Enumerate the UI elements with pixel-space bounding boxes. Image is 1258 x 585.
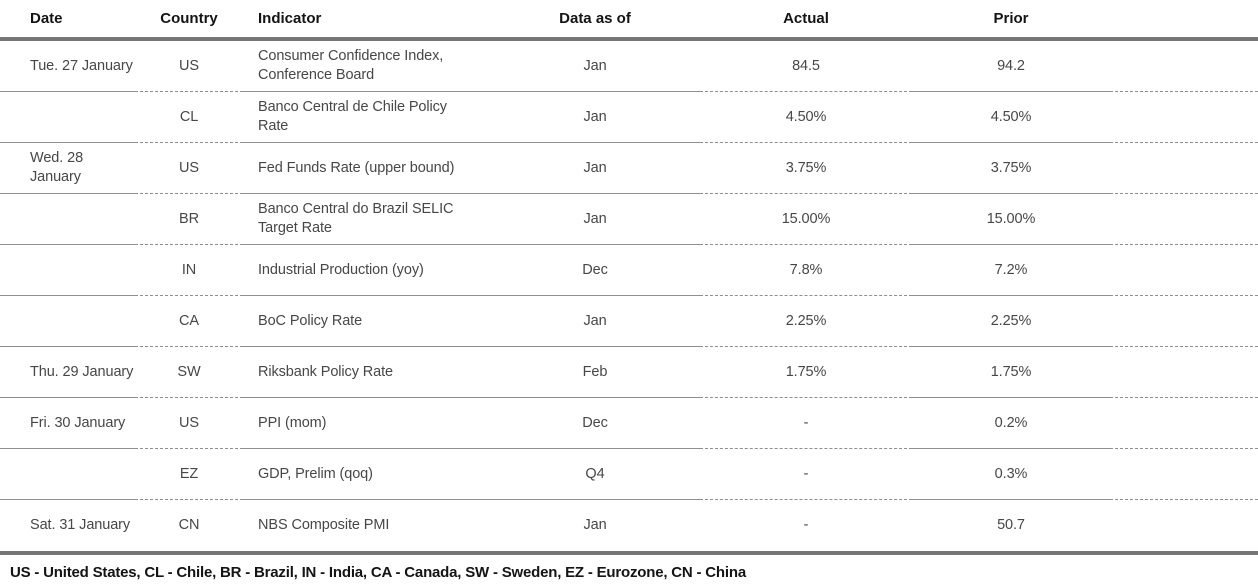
country-cell: EZ bbox=[135, 449, 243, 500]
indicator-cell: Industrial Production (yoy) bbox=[243, 245, 490, 296]
table-header-row bbox=[0, 0, 1258, 37]
indicator-cell: Fed Funds Rate (upper bound) bbox=[243, 143, 490, 194]
country-cell: SW bbox=[135, 347, 243, 398]
row-spacer bbox=[1110, 143, 1258, 194]
data-as-of-cell: Jan bbox=[490, 41, 700, 92]
column-header-country: Country bbox=[160, 9, 218, 27]
date-cell bbox=[0, 245, 135, 296]
date-cell: Wed. 28 January bbox=[0, 143, 135, 194]
row-spacer bbox=[1110, 194, 1258, 245]
data-as-of-cell: Dec bbox=[490, 245, 700, 296]
column-header-data-as-of: Data as of bbox=[559, 9, 631, 27]
country-cell: CN bbox=[178, 517, 200, 534]
indicator-cell: GDP, Prelim (qoq) bbox=[243, 449, 490, 500]
prior-cell: 1.75% bbox=[912, 347, 1110, 398]
indicator-cell: BoC Policy Rate bbox=[243, 296, 490, 347]
prior-cell: 4.50% bbox=[912, 92, 1110, 143]
date-cell: Sat. 31 January bbox=[30, 517, 131, 534]
actual-cell: 84.5 bbox=[700, 41, 912, 92]
country-cell: IN bbox=[135, 245, 243, 296]
row-spacer bbox=[1110, 347, 1258, 398]
prior-cell: 2.25% bbox=[912, 296, 1110, 347]
indicator-cell: NBS Composite PMI bbox=[258, 517, 390, 534]
actual-cell: 2.25% bbox=[700, 296, 912, 347]
table-row bbox=[0, 245, 1258, 296]
country-cell: US bbox=[135, 41, 243, 92]
country-code-legend: US - United States, CL - Chile, BR - Brazil, IN - India, CA - Canada, SW - Sweden, EZ - Eurozone, CN - China bbox=[10, 564, 746, 581]
column-header-prior: Prior bbox=[993, 9, 1029, 27]
table-row bbox=[0, 500, 1258, 551]
prior-cell: 50.7 bbox=[997, 517, 1025, 534]
table-row bbox=[0, 41, 1258, 92]
date-cell bbox=[0, 449, 135, 500]
actual-cell: 1.75% bbox=[700, 347, 912, 398]
row-spacer bbox=[1110, 296, 1258, 347]
actual-cell: - bbox=[803, 517, 809, 534]
date-cell bbox=[0, 296, 135, 347]
indicator-cell: Banco Central de Chile Policy Rate bbox=[243, 92, 490, 143]
table-row bbox=[0, 296, 1258, 347]
prior-cell: 7.2% bbox=[912, 245, 1110, 296]
actual-cell: - bbox=[700, 398, 912, 449]
table-row bbox=[0, 449, 1258, 500]
country-cell: CA bbox=[135, 296, 243, 347]
indicator-cell: Banco Central do Brazil SELIC Target Rate bbox=[243, 194, 490, 245]
data-as-of-cell: Dec bbox=[490, 398, 700, 449]
prior-cell: 0.2% bbox=[912, 398, 1110, 449]
prior-cell: 94.2 bbox=[912, 41, 1110, 92]
actual-cell: 4.50% bbox=[700, 92, 912, 143]
actual-cell: 15.00% bbox=[700, 194, 912, 245]
country-cell: BR bbox=[135, 194, 243, 245]
column-header-indicator: Indicator bbox=[258, 9, 322, 27]
data-as-of-cell: Jan bbox=[490, 92, 700, 143]
table-row bbox=[0, 194, 1258, 245]
row-spacer bbox=[1110, 449, 1258, 500]
prior-cell: 15.00% bbox=[912, 194, 1110, 245]
data-as-of-cell: Jan bbox=[490, 296, 700, 347]
footer-rule bbox=[0, 551, 1258, 555]
prior-cell: 3.75% bbox=[912, 143, 1110, 194]
country-cell: CL bbox=[135, 92, 243, 143]
actual-cell: 3.75% bbox=[700, 143, 912, 194]
country-cell: US bbox=[135, 143, 243, 194]
table-row bbox=[0, 347, 1258, 398]
data-as-of-cell: Jan bbox=[490, 143, 700, 194]
table-row bbox=[0, 92, 1258, 143]
indicator-cell: Consumer Confidence Index, Conference Board bbox=[243, 41, 490, 92]
date-cell: Thu. 29 January bbox=[0, 347, 135, 398]
data-as-of-cell: Jan bbox=[490, 194, 700, 245]
table-row bbox=[0, 143, 1258, 194]
date-cell bbox=[0, 194, 135, 245]
row-spacer bbox=[1110, 41, 1258, 92]
data-as-of-cell: Jan bbox=[583, 517, 607, 534]
actual-cell: - bbox=[700, 449, 912, 500]
row-spacer bbox=[1110, 500, 1258, 551]
prior-cell: 0.3% bbox=[912, 449, 1110, 500]
actual-cell: 7.8% bbox=[700, 245, 912, 296]
data-as-of-cell: Feb bbox=[490, 347, 700, 398]
column-header-actual: Actual bbox=[783, 9, 829, 27]
row-spacer bbox=[1110, 245, 1258, 296]
data-as-of-cell: Q4 bbox=[490, 449, 700, 500]
indicator-cell: Riksbank Policy Rate bbox=[243, 347, 490, 398]
table-row bbox=[0, 398, 1258, 449]
date-cell bbox=[0, 92, 135, 143]
date-cell: Fri. 30 January bbox=[0, 398, 135, 449]
column-header-date: Date bbox=[30, 9, 63, 27]
country-cell: US bbox=[135, 398, 243, 449]
row-spacer bbox=[1110, 92, 1258, 143]
indicator-cell: PPI (mom) bbox=[243, 398, 490, 449]
row-spacer bbox=[1110, 398, 1258, 449]
date-cell: Tue. 27 January bbox=[0, 41, 135, 92]
